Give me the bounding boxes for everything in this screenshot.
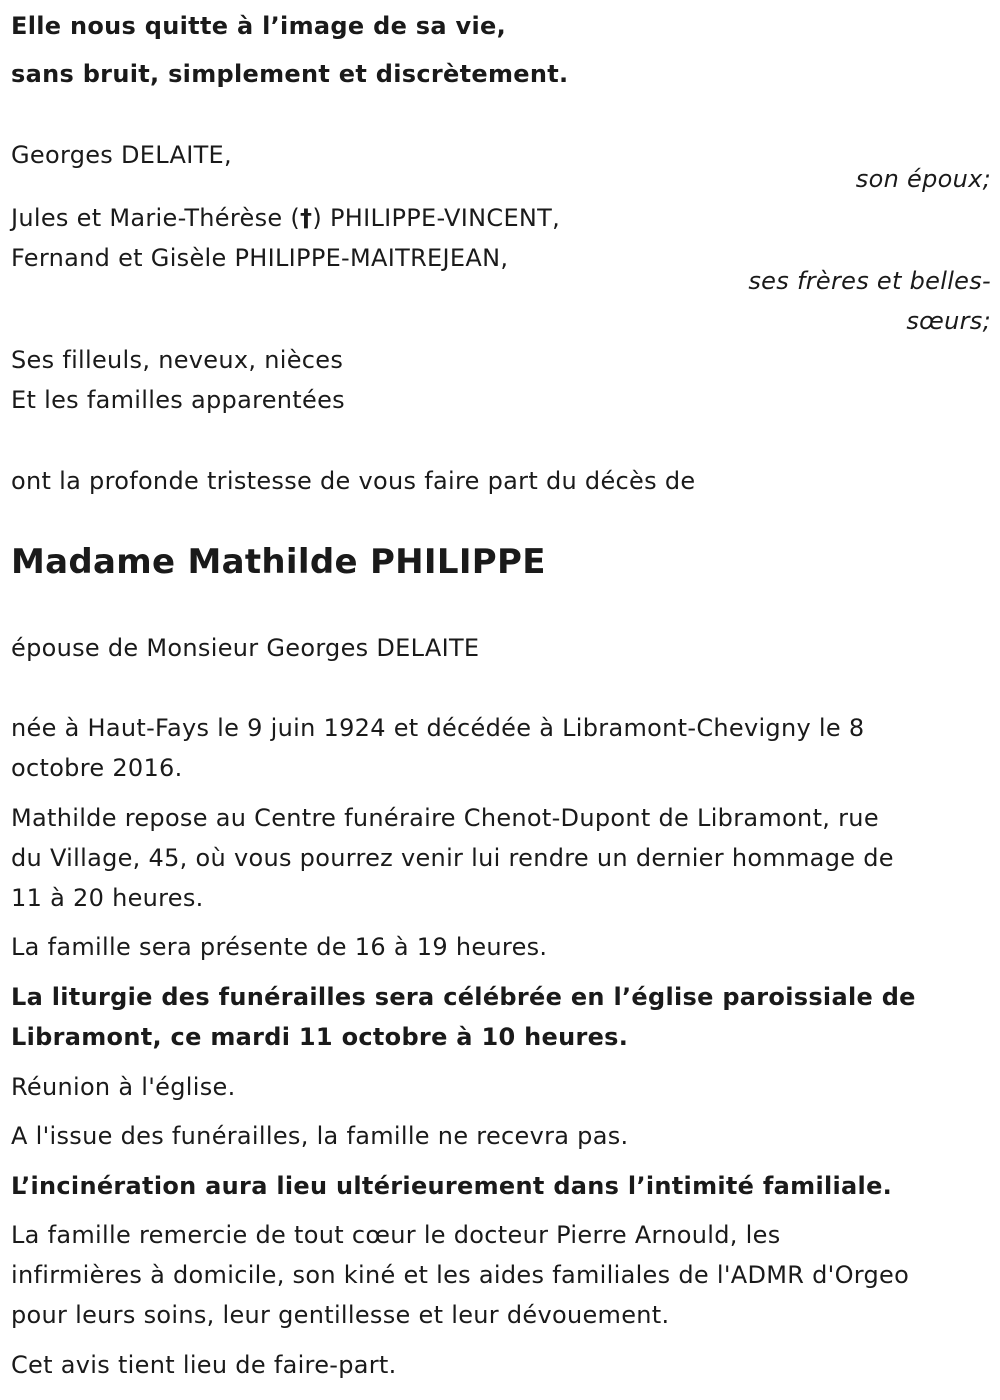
sibling-1-suffix: ) PHILIPPE-VINCENT,: [312, 204, 561, 232]
deceased-name: Madame Mathilde PHILIPPE: [11, 542, 546, 582]
thanks-line-1: La famille remercie de tout cœur le docteur Pierre Arnould, les: [11, 1221, 781, 1249]
incineration-line: L’incinération aura lieu ultérieurement dans l’intimité familiale.: [11, 1172, 893, 1200]
husband-name: Georges DELAITE,: [11, 141, 232, 169]
announcement: ont la profonde tristesse de vous faire part du décès de: [11, 467, 696, 495]
closing-line: Cet avis tient lieu de faire-part.: [11, 1351, 397, 1379]
epigraph-line-2: sans bruit, simplement et discrètement.: [11, 60, 569, 88]
spouse-line: épouse de Monsieur Georges DELAITE: [11, 634, 480, 662]
siblings-role-line-1: ses frères et belles-: [748, 267, 991, 295]
repose-line-1: Mathilde repose au Centre funéraire Chenot-Dupont de Libramont, rue: [11, 804, 879, 832]
birth-death-line-1: née à Haut-Fays le 9 juin 1924 et décédée à Libramont-Chevigny le 8: [11, 714, 865, 742]
others-line-2: Et les familles apparentées: [11, 386, 345, 414]
thanks-line-2: infirmières à domicile, son kiné et les aides familiales de l'ADMR d'Orgeo: [11, 1261, 910, 1289]
sibling-1: [11, 198, 560, 238]
repose-line-3: 11 à 20 heures.: [11, 884, 204, 912]
after-funeral-line: A l'issue des funérailles, la famille ne recevra pas.: [11, 1122, 629, 1150]
epigraph-line-1: Elle nous quitte à l’image de sa vie,: [11, 12, 507, 40]
birth-death-line-2: octobre 2016.: [11, 754, 183, 782]
siblings-role-line-2: sœurs;: [906, 307, 991, 335]
liturgy-line-1: La liturgie des funérailles sera célébrée en l’église paroissiale de: [11, 983, 916, 1011]
repose-line-2: du Village, 45, où vous pourrez venir lui rendre un dernier hommage de: [11, 844, 894, 872]
sibling-2: Fernand et Gisèle PHILIPPE-MAITREJEAN,: [11, 244, 509, 272]
thanks-line-3: pour leurs soins, leur gentillesse et leur dévouement.: [11, 1301, 670, 1329]
sibling-1-prefix: Jules et Marie-Thérèse (: [11, 204, 301, 232]
cross-icon: †: [300, 204, 313, 232]
presence-line: La famille sera présente de 16 à 19 heures.: [11, 933, 548, 961]
husband-role: son époux;: [855, 165, 991, 193]
others-line-1: Ses filleuls, neveux, nièces: [11, 346, 344, 374]
liturgy-line-2: Libramont, ce mardi 11 octobre à 10 heures.: [11, 1023, 629, 1051]
reunion-line: Réunion à l'église.: [11, 1073, 236, 1101]
